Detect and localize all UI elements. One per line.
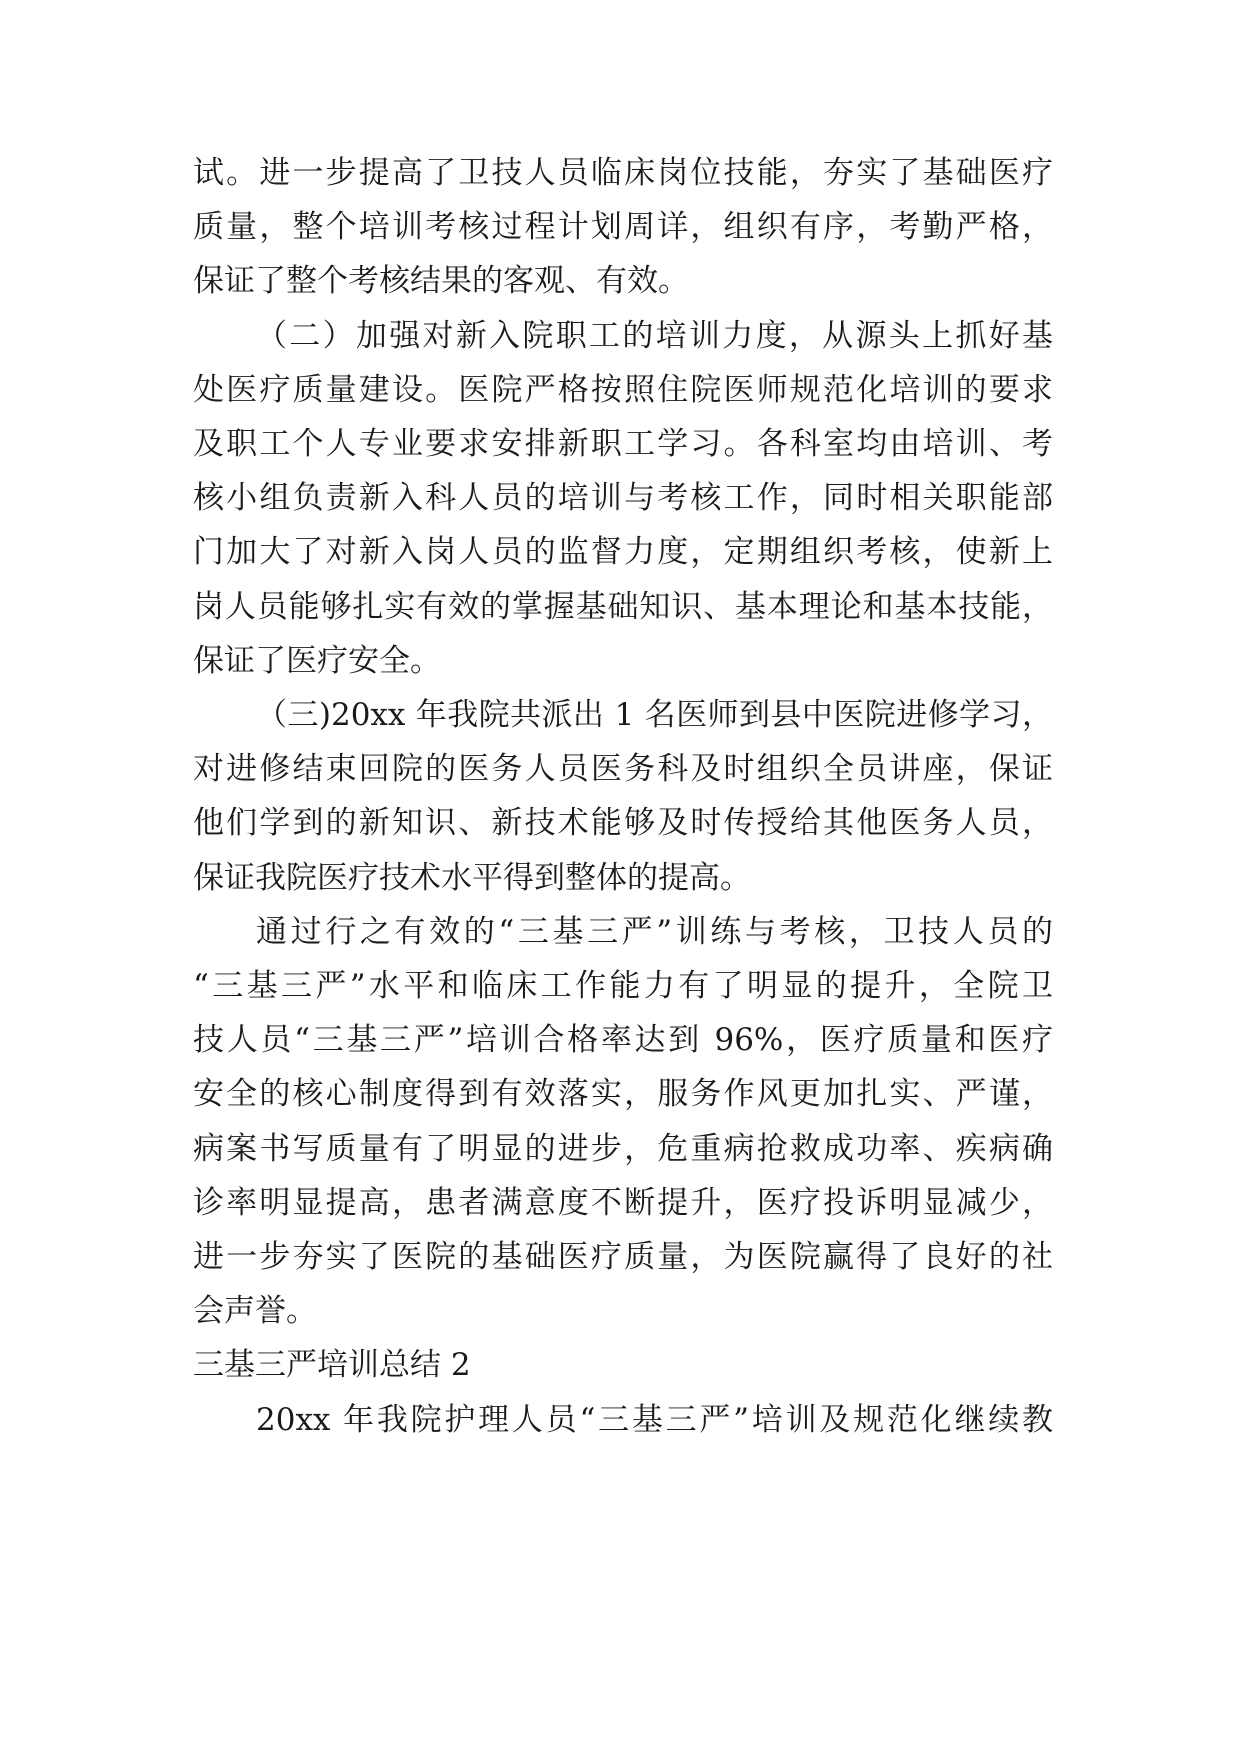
text-line: 20xx 年我院护理人员“三基三严”培训及规范化继续教 — [256, 1402, 1053, 1438]
text-line: 质量，整个培训考核过程计划周详，组织有序，考勤严格， — [193, 209, 1053, 245]
text-line: 技人员“三基三严”培训合格率达到 96%，医疗质量和医疗 — [193, 1022, 1053, 1058]
text-line: （二）加强对新入院职工的培训力度，从源头上抓好基 — [256, 318, 1053, 354]
text-line: 保证我院医疗技术水平得到整体的提高。 — [193, 860, 751, 896]
text-line: 诊率明显提高，患者满意度不断提升，医疗投诉明显减少， — [193, 1185, 1053, 1221]
text-line: 及职工个人专业要求安排新职工学习。各科室均由培训、考 — [193, 426, 1053, 462]
text-line: 进一步夯实了医院的基础医疗质量，为医院赢得了良好的社 — [193, 1239, 1053, 1275]
text-line: 病案书写质量有了明显的进步，危重病抢救成功率、疾病确 — [193, 1131, 1053, 1167]
text-line: 安全的核心制度得到有效落实，服务作风更加扎实、严谨， — [193, 1076, 1053, 1112]
text-line: 岗人员能够扎实有效的掌握基础知识、基本理论和基本技能， — [193, 589, 1053, 625]
text-line: （三)20xx 年我院共派出 1 名医师到县中医院进修学习， — [256, 697, 1053, 733]
text-line: 他们学到的新知识、新技术能够及时传授给其他医务人员， — [193, 805, 1053, 841]
text-line: 试。进一步提高了卫技人员临床岗位技能，夯实了基础医疗 — [193, 155, 1053, 191]
text-line: 对进修结束回院的医务人员医务科及时组织全员讲座，保证 — [193, 751, 1053, 787]
section-heading: 三基三严培训总结 2 — [193, 1347, 471, 1383]
text-line: 处医疗质量建设。医院严格按照住院医师规范化培训的要求 — [193, 372, 1053, 408]
text-line: 保证了整个考核结果的客观、有效。 — [193, 263, 689, 299]
text-line: 会声誉。 — [193, 1293, 317, 1329]
text-line: “三基三严”水平和临床工作能力有了明显的提升，全院卫 — [193, 968, 1053, 1004]
text-line: 通过行之有效的“三基三严”训练与考核，卫技人员的 — [256, 914, 1053, 950]
text-line: 门加大了对新入岗人员的监督力度，定期组织考核，使新上 — [193, 534, 1053, 570]
text-line: 核小组负责新入科人员的培训与考核工作，同时相关职能部 — [193, 480, 1053, 516]
text-line: 保证了医疗安全。 — [193, 643, 441, 679]
